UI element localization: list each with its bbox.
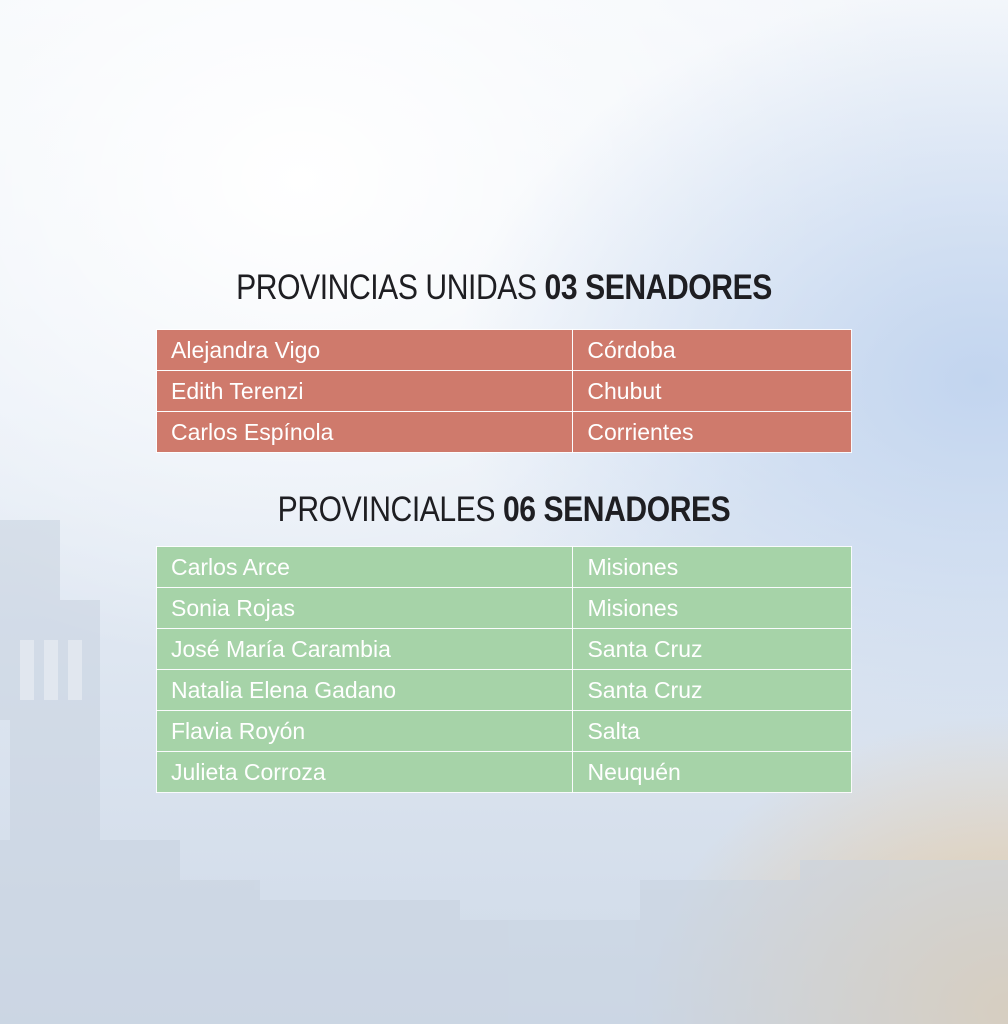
senator-name: Carlos Arce (157, 547, 573, 588)
senator-province: Misiones (573, 588, 852, 629)
senator-province: Salta (573, 711, 852, 752)
senator-province: Neuquén (573, 752, 852, 793)
senator-name: Julieta Corroza (157, 752, 573, 793)
table-row (157, 547, 852, 588)
table-row (157, 711, 852, 752)
table-row (157, 371, 852, 412)
senator-name: José María Carambia (157, 629, 573, 670)
senator-province: Santa Cruz (573, 670, 852, 711)
senator-name: Sonia Rojas (157, 588, 573, 629)
senator-province: Chubut (573, 371, 852, 412)
senator-name: Flavia Royón (157, 711, 573, 752)
table-row (157, 752, 852, 793)
section-title-provincias-unidas (71, 268, 938, 308)
senator-name: Natalia Elena Gadano (157, 670, 573, 711)
table-row (157, 588, 852, 629)
senator-name: Alejandra Vigo (157, 330, 573, 371)
senator-province: Misiones (573, 547, 852, 588)
table-row (157, 412, 852, 453)
senator-name: Edith Terenzi (157, 371, 573, 412)
senator-province: Córdoba (573, 330, 852, 371)
section-title-regular: PROVINCIALES (277, 490, 496, 529)
senator-province: Corrientes (573, 412, 852, 453)
section-title-provinciales (71, 490, 938, 530)
senators-table-provincias-unidas (156, 329, 852, 453)
table-row (157, 330, 852, 371)
table-row (157, 629, 852, 670)
senator-province: Santa Cruz (573, 629, 852, 670)
section-title-bold: 03 SENADORES (544, 268, 772, 307)
senators-table-provinciales (156, 546, 852, 793)
section-title-bold: 06 SENADORES (502, 490, 731, 529)
section-title-regular: PROVINCIAS UNIDAS (236, 268, 537, 307)
table-row (157, 670, 852, 711)
senator-name: Carlos Espínola (157, 412, 573, 453)
